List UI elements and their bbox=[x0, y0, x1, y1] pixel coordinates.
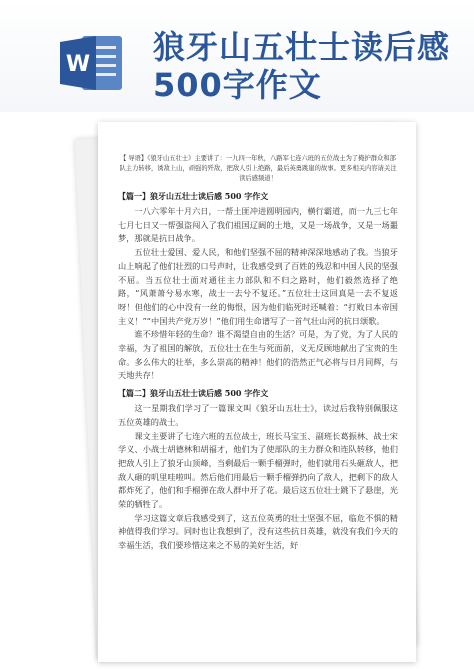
paragraph: 这一星期我们学习了一篇课文叫《狼牙山五壮士》，读过后我特别佩服这五位英雄的战士。 bbox=[118, 403, 398, 427]
section-title-1: 【篇一】狼牙山五壮士读后感 500 字作文 bbox=[118, 191, 269, 201]
page-title: 狼牙山五壮士读后感500字作文 bbox=[153, 28, 451, 104]
document-page bbox=[98, 122, 416, 662]
paragraph: 谁不珍惜年轻的生命？谁不渴望自由的生活？可是，为了党，为了人民的幸福，为了祖国的解放，五位壮士在生与死面前，义无反顾地献出了宝贵的生命。多么伟大的壮举，多么崇高的精神！他们的浩然正气必将与日月同辉，与天地共存！ bbox=[118, 329, 398, 381]
paragraph: 课文主要讲了七连六班的五位战士，班长马宝玉、副班长葛振林、战士宋学义、小战士胡德林和胡福才，他们为了使部队的主力群众和连队转移，他们把敌人引上了狼牙山顶峰，当剩最后一颗手榴弹时，他们就用石头砸敌人，把敌人砸的叽里哇啦叫。然后他们用最后一颗手榴弹扔向了敌人，把剩下的敌人都炸死了，他们和手榴弹在敌人群中开了花。最后这五位壮士跳下了悬崖，光荣的牺牲了。 bbox=[118, 430, 398, 510]
word-document-icon bbox=[58, 30, 124, 96]
paragraph: 学习这篇文章后我感受到了，这五位英勇的壮士坚强不屈，临危不惧的精神值得我们学习。同时也让我想到了，没有这些抗日英雄，就没有我们今天的幸福生活，我们要珍惜这来之不易的美好生活，好 bbox=[118, 512, 398, 551]
logo-letter: W bbox=[65, 52, 91, 77]
section-title-2: 【篇二】狼牙山五壮士读后感 500 字作文 bbox=[118, 388, 269, 399]
paragraph: 一八六零年十月六日，一帮土匪冲进圆明园内，横行霸道，而一九三七年七月七日又一帮强盗闯入了我们祖国辽阔的土地，又是一场战争，又是一场噩梦，那就是抗日战争。 bbox=[118, 206, 398, 244]
guide-text: 【 导语】《狼牙山五壮士》主要讲了：一九四一年秋，八路军七连六班的五位战士为了掩护群众和部队主力转移，诱敌上山，顽强的歼敌，把敌人引上绝路，最后英勇跳崖的故事。更多相关内容请关注读后感频道！ bbox=[119, 155, 397, 182]
paragraph: 五位壮士爱国、爱人民，和他们坚强不屈的精神深深地感动了我。当狼牙山上响起了他们壮烈的口号声时，让我感受到了百姓的残忍和中国人民的坚强不屈。当五位壮士面对通往主力部队和不归之路时，他们毅然选择了绝路，“风萧萧兮易水寒，战士一去兮不复还。”五位壮士这回真是一去不复返呀！但他们的心中没有一丝的悔恨，因为他们临死时还喊着：“打败日本帝国主义！”“中国共产党万岁！”他们用生命谱写了一首气壮山河的抗日颂歌。 bbox=[118, 247, 398, 326]
header-banner bbox=[0, 0, 474, 112]
